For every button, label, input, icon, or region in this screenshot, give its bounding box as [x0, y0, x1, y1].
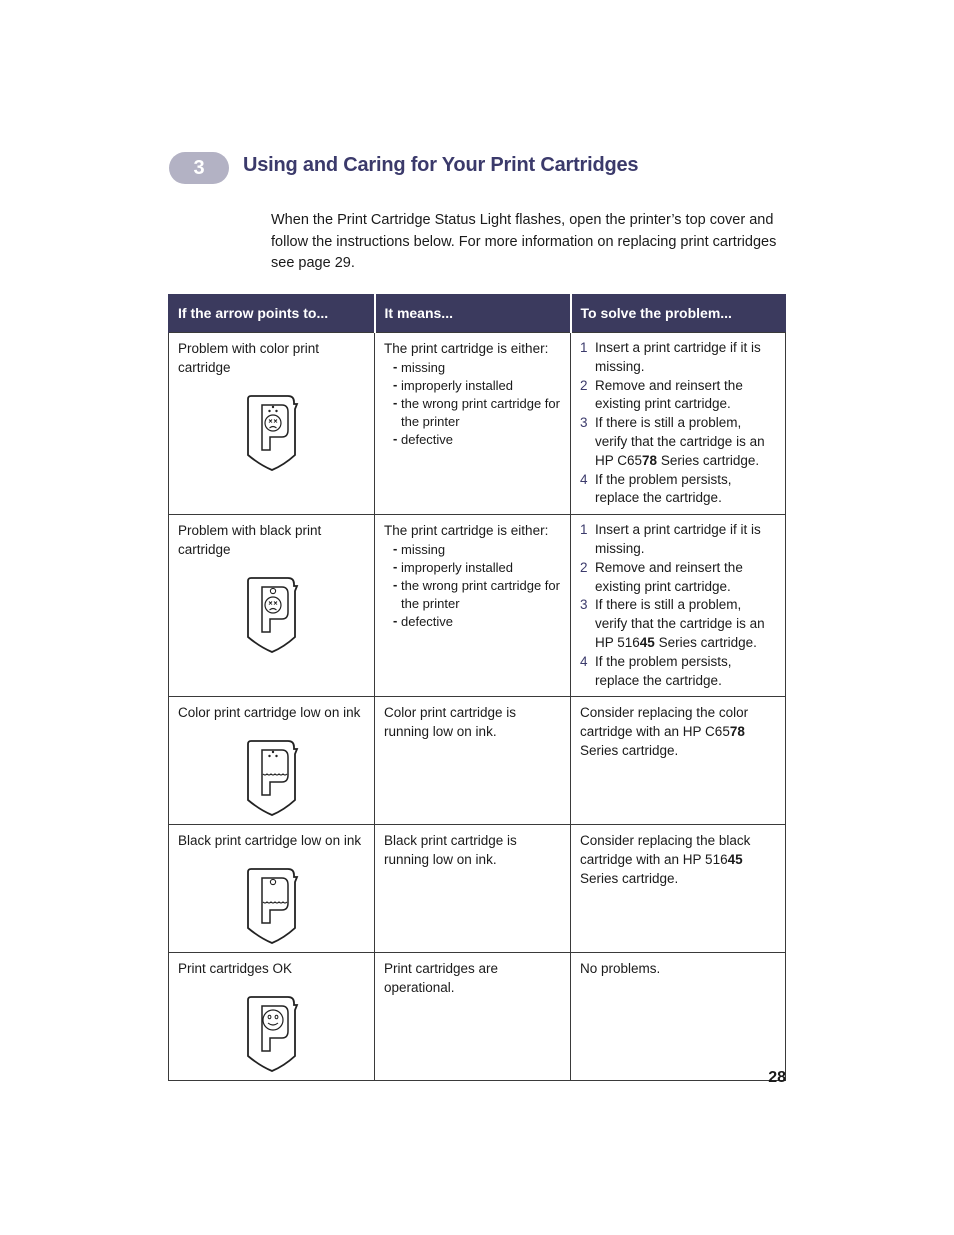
- black-cartridge-problem-icon: [244, 577, 304, 655]
- solution-cell: [571, 333, 786, 515]
- meaning-intro: The print cartridge is either:: [384, 523, 549, 539]
- meaning-text: Color print cartridge is running low on ink.: [384, 705, 517, 740]
- solution-cell: [571, 515, 786, 697]
- list-item: - missing: [393, 541, 562, 559]
- step-text: Insert a print cartridge if it is missing.: [595, 340, 761, 374]
- color-cartridge-problem-icon: [244, 395, 304, 473]
- step-item: [580, 377, 777, 415]
- list-item: - missing: [393, 359, 562, 377]
- indicator-label: Print cartridges OK: [178, 961, 293, 977]
- table-row: [169, 953, 786, 1081]
- step-text: Remove and reinsert the existing print cartridge.: [595, 377, 743, 412]
- meaning-cell: [375, 697, 571, 825]
- chapter-number-badge: 3: [169, 152, 229, 184]
- step-number: 4: [580, 653, 588, 669]
- indicator-cell: [169, 825, 375, 953]
- step-text: If there is still a problem, verify that the cartridge is an: [595, 597, 765, 632]
- meaning-text: Black print cartridge is running low on ink.: [384, 833, 517, 868]
- meaning-list: [384, 359, 562, 449]
- black-cartridge-low-ink-icon: [244, 868, 304, 946]
- table-row: [169, 697, 786, 825]
- step-number: 2: [580, 559, 588, 575]
- step-item: [580, 471, 777, 509]
- solution-cell: [571, 953, 786, 1081]
- step-item: [580, 339, 777, 377]
- table-header-row: [169, 294, 786, 333]
- step-item: [580, 559, 777, 597]
- model-bold: 78: [729, 724, 745, 740]
- page-number: 28: [768, 1069, 786, 1086]
- indicator-cell: [169, 333, 375, 515]
- list-item: - the wrong print cartridge for the printer: [393, 395, 562, 431]
- solution-text: [580, 703, 777, 760]
- model-prefix: HP 516: [595, 634, 640, 650]
- meaning-list: [384, 541, 562, 631]
- meaning-cell: [375, 953, 571, 1081]
- step-number: 1: [580, 522, 588, 538]
- list-item: - the wrong print cartridge for the printer: [393, 577, 562, 613]
- step-text: If the problem persists, replace the cartridge.: [595, 653, 732, 688]
- list-item: - improperly installed: [393, 377, 562, 395]
- model-bold: 45: [727, 852, 743, 868]
- solution-cell: [571, 825, 786, 953]
- step-item: [580, 596, 777, 652]
- step-text: If the problem persists, replace the cartridge.: [595, 471, 732, 506]
- model-suffix: Series cartridge.: [654, 634, 757, 650]
- meaning-cell: [375, 515, 571, 697]
- step-number: 3: [580, 415, 588, 431]
- indicator-label: Problem with color print cartridge: [178, 341, 320, 375]
- solution-cell: [571, 697, 786, 825]
- model-bold: 45: [639, 634, 655, 650]
- model-bold: 78: [642, 452, 658, 468]
- step-item: [580, 653, 777, 691]
- page-title: Using and Caring for Your Print Cartridges: [243, 154, 639, 176]
- table-row: [169, 515, 786, 697]
- step-number: 2: [580, 377, 588, 393]
- indicator-cell: [169, 953, 375, 1081]
- step-item: [580, 414, 777, 470]
- meaning-cell: [375, 825, 571, 953]
- model-prefix: HP C65: [595, 452, 643, 468]
- indicator-cell: [169, 515, 375, 697]
- solution-steps: [580, 521, 777, 690]
- cartridge-status-table: [168, 294, 786, 1081]
- indicator-label: Problem with black print cartridge: [178, 523, 322, 558]
- solution-steps: [580, 339, 777, 508]
- solution-text: No problems.: [580, 961, 661, 977]
- step-text: Insert a print cartridge if it is missing.: [595, 522, 761, 556]
- step-number: 1: [580, 340, 588, 355]
- indicator-label: Black print cartridge low on ink: [178, 833, 362, 849]
- meaning-intro: The print cartridge is either:: [384, 341, 549, 356]
- column-header-indicator: If the arrow points to...: [169, 294, 375, 333]
- list-item: - improperly installed: [393, 559, 562, 577]
- column-header-meaning: It means...: [375, 294, 571, 333]
- table-row: [169, 333, 786, 515]
- solution-suffix: Series cartridge.: [580, 871, 679, 887]
- color-cartridge-low-ink-icon: [244, 740, 304, 818]
- step-number: 4: [580, 471, 588, 487]
- solution-prefix: Consider replacing the black cartridge with an HP 516: [580, 833, 751, 868]
- meaning-text: Print cartridges are operational.: [384, 961, 499, 996]
- column-header-solution: To solve the problem...: [571, 294, 786, 333]
- meaning-cell: [375, 333, 571, 515]
- step-text: Remove and reinsert the existing print cartridge.: [595, 559, 743, 594]
- step-text: If there is still a problem, verify that the cartridge is an: [595, 415, 765, 449]
- step-number: 3: [580, 597, 588, 613]
- intro-paragraph: When the Print Cartridge Status Light flashes, open the printer’s top cover and follow the instructions below. For more information on replacing print cartridges see page 29.: [271, 212, 777, 271]
- solution-text: [580, 831, 777, 888]
- indicator-cell: [169, 697, 375, 825]
- model-suffix: Series cartridge.: [657, 452, 760, 468]
- list-item: - defective: [393, 613, 562, 631]
- solution-suffix: Series cartridge.: [580, 743, 679, 759]
- table-row: [169, 825, 786, 953]
- list-item: - defective: [393, 431, 562, 449]
- cartridges-ok-icon: [244, 996, 304, 1074]
- step-item: [580, 521, 777, 559]
- solution-prefix: Consider replacing the color cartridge with an HP C65: [580, 705, 749, 740]
- indicator-label: Color print cartridge low on ink: [178, 705, 361, 721]
